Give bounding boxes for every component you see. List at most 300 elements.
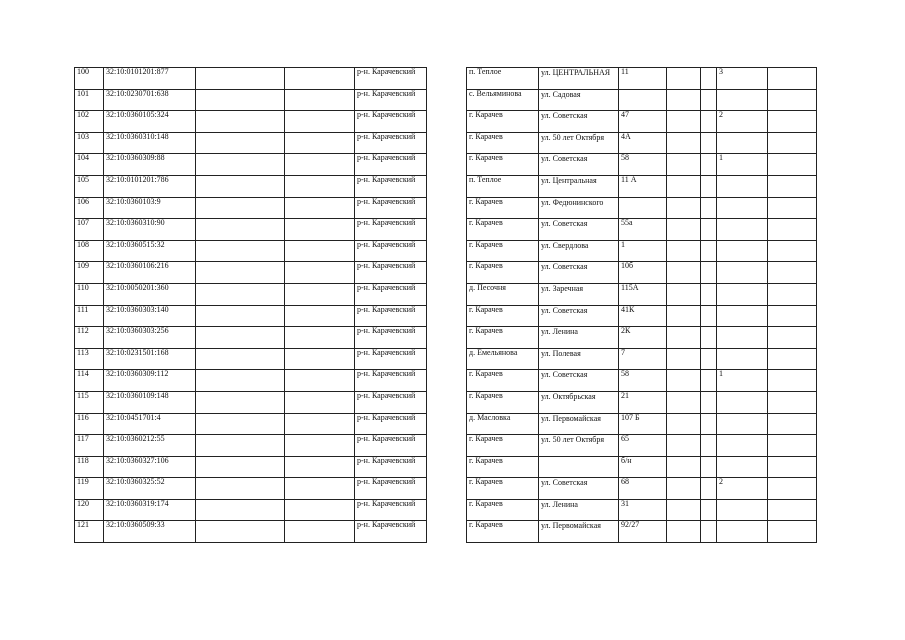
district-cell: р-н. Карачевский [355, 348, 427, 370]
count-cell [717, 219, 768, 241]
gap-cell [427, 521, 467, 543]
gap-cell [427, 197, 467, 219]
count-cell: 2 [717, 478, 768, 500]
cadastral-number: 32:10:0360106:216 [104, 262, 196, 284]
street-cell: ул. Садовая [539, 89, 619, 111]
street-cell: ул. Советская [539, 262, 619, 284]
table-row [75, 478, 817, 500]
district-cell: р-н. Карачевский [355, 197, 427, 219]
row-number: 107 [75, 219, 104, 241]
empty-cell [285, 240, 355, 262]
table-row [75, 391, 817, 413]
empty-cell [768, 456, 817, 478]
house-number-cell: 21 [619, 391, 667, 413]
empty-cell [667, 89, 701, 111]
empty-cell [285, 521, 355, 543]
empty-cell [768, 197, 817, 219]
district-cell: р-н. Карачевский [355, 370, 427, 392]
gap-cell [427, 283, 467, 305]
table-row [75, 521, 817, 543]
cadastral-number: 32:10:0360325:52 [104, 478, 196, 500]
empty-cell [701, 370, 717, 392]
gap-cell [427, 305, 467, 327]
empty-cell [701, 435, 717, 457]
district-cell: р-н. Карачевский [355, 456, 427, 478]
locality-cell: п. Теплое [467, 175, 539, 197]
empty-cell [667, 111, 701, 133]
empty-cell [701, 391, 717, 413]
empty-cell [196, 89, 285, 111]
cadastral-number: 32:10:0360310:148 [104, 132, 196, 154]
locality-cell: г. Карачев [467, 154, 539, 176]
house-number-cell: 92/27 [619, 521, 667, 543]
empty-cell [667, 132, 701, 154]
district-cell: р-н. Карачевский [355, 283, 427, 305]
street-cell: ул. 50 лет Октября [539, 132, 619, 154]
count-cell [717, 456, 768, 478]
empty-cell [285, 499, 355, 521]
empty-cell [196, 435, 285, 457]
gap-cell [427, 327, 467, 349]
row-number: 118 [75, 456, 104, 478]
house-number-cell: 65 [619, 435, 667, 457]
house-number-cell [619, 197, 667, 219]
gap-cell [427, 435, 467, 457]
locality-cell: г. Карачев [467, 219, 539, 241]
locality-cell: г. Карачев [467, 521, 539, 543]
row-number: 108 [75, 240, 104, 262]
gap-cell [427, 240, 467, 262]
street-cell: ул. Федюнинского [539, 197, 619, 219]
empty-cell [667, 499, 701, 521]
empty-cell [701, 132, 717, 154]
cadastral-number: 32:10:0360303:140 [104, 305, 196, 327]
district-cell: р-н. Карачевский [355, 240, 427, 262]
street-cell: ул. 50 лет Октября [539, 435, 619, 457]
empty-cell [667, 197, 701, 219]
street-cell: ул. Полевая [539, 348, 619, 370]
house-number-cell [619, 89, 667, 111]
count-cell [717, 89, 768, 111]
empty-cell [768, 435, 817, 457]
empty-cell [196, 391, 285, 413]
gap-cell [427, 456, 467, 478]
empty-cell [196, 456, 285, 478]
cadastral-number: 32:10:0050201:360 [104, 283, 196, 305]
empty-cell [701, 175, 717, 197]
row-number: 102 [75, 111, 104, 133]
empty-cell [285, 262, 355, 284]
empty-cell [196, 154, 285, 176]
row-number: 105 [75, 175, 104, 197]
empty-cell [768, 391, 817, 413]
count-cell: 3 [717, 68, 768, 90]
house-number-cell: б/н [619, 456, 667, 478]
cadastral-number: 32:10:0360319:174 [104, 499, 196, 521]
district-cell: р-н. Карачевский [355, 262, 427, 284]
empty-cell [285, 478, 355, 500]
street-cell: ул. ЦЕНТРАЛЬНАЯ [539, 68, 619, 90]
empty-cell [196, 68, 285, 90]
district-cell: р-н. Карачевский [355, 499, 427, 521]
gap-cell [427, 478, 467, 500]
empty-cell [285, 219, 355, 241]
table-row [75, 175, 817, 197]
empty-cell [285, 111, 355, 133]
table-row [75, 327, 817, 349]
empty-cell [768, 283, 817, 305]
cadastral-number: 32:10:0360105:324 [104, 111, 196, 133]
empty-cell [285, 370, 355, 392]
empty-cell [701, 499, 717, 521]
gap-cell [427, 348, 467, 370]
empty-cell [667, 154, 701, 176]
empty-cell [285, 175, 355, 197]
empty-cell [285, 89, 355, 111]
empty-cell [667, 478, 701, 500]
empty-cell [196, 499, 285, 521]
empty-cell [285, 391, 355, 413]
locality-cell: д. Песочня [467, 283, 539, 305]
locality-cell: г. Карачев [467, 499, 539, 521]
row-number: 113 [75, 348, 104, 370]
cadastral-number: 32:10:0360327:106 [104, 456, 196, 478]
empty-cell [701, 219, 717, 241]
locality-cell: г. Карачев [467, 327, 539, 349]
empty-cell [701, 478, 717, 500]
row-number: 114 [75, 370, 104, 392]
empty-cell [285, 132, 355, 154]
count-cell: 1 [717, 154, 768, 176]
locality-cell: г. Карачев [467, 391, 539, 413]
cadastral-number: 32:10:0231501:168 [104, 348, 196, 370]
empty-cell [196, 478, 285, 500]
gap-cell [427, 132, 467, 154]
cadastral-number: 32:10:0230701:638 [104, 89, 196, 111]
street-cell: ул. Советская [539, 478, 619, 500]
empty-cell [667, 456, 701, 478]
cadastral-number: 32:10:0360109:148 [104, 391, 196, 413]
district-cell: р-н. Карачевский [355, 111, 427, 133]
empty-cell [285, 327, 355, 349]
street-cell: ул. Советская [539, 305, 619, 327]
street-cell: ул. Первомайская [539, 413, 619, 435]
row-number: 106 [75, 197, 104, 219]
locality-cell: г. Карачев [467, 132, 539, 154]
district-cell: р-н. Карачевский [355, 68, 427, 90]
cadastral-number: 32:10:0360103:9 [104, 197, 196, 219]
row-number: 120 [75, 499, 104, 521]
table-row [75, 68, 817, 90]
gap-cell [427, 175, 467, 197]
empty-cell [285, 456, 355, 478]
row-number: 109 [75, 262, 104, 284]
empty-cell [768, 262, 817, 284]
count-cell [717, 132, 768, 154]
gap-cell [427, 154, 467, 176]
empty-cell [701, 327, 717, 349]
count-cell [717, 327, 768, 349]
empty-cell [768, 370, 817, 392]
house-number-cell: 58 [619, 154, 667, 176]
count-cell [717, 521, 768, 543]
house-number-cell: 41К [619, 305, 667, 327]
table-row [75, 370, 817, 392]
cadastral-number: 32:10:0360310:90 [104, 219, 196, 241]
district-cell: р-н. Карачевский [355, 219, 427, 241]
empty-cell [285, 283, 355, 305]
district-cell: р-н. Карачевский [355, 132, 427, 154]
empty-cell [196, 283, 285, 305]
empty-cell [701, 262, 717, 284]
gap-cell [427, 89, 467, 111]
empty-cell [667, 68, 701, 90]
house-number-cell: 58 [619, 370, 667, 392]
empty-cell [196, 197, 285, 219]
empty-cell [667, 219, 701, 241]
table-row [75, 435, 817, 457]
district-cell: р-н. Карачевский [355, 327, 427, 349]
district-cell: р-н. Карачевский [355, 435, 427, 457]
gap-cell [427, 262, 467, 284]
locality-cell: д. Емельянова [467, 348, 539, 370]
row-number: 101 [75, 89, 104, 111]
street-cell: ул. Советская [539, 219, 619, 241]
empty-cell [701, 154, 717, 176]
gap-cell [427, 111, 467, 133]
empty-cell [768, 89, 817, 111]
empty-cell [667, 521, 701, 543]
gap-cell [427, 391, 467, 413]
empty-cell [285, 154, 355, 176]
cadastral-number: 32:10:0360212:55 [104, 435, 196, 457]
empty-cell [701, 240, 717, 262]
empty-cell [768, 478, 817, 500]
empty-cell [667, 240, 701, 262]
locality-cell: г. Карачев [467, 478, 539, 500]
empty-cell [196, 413, 285, 435]
district-cell: р-н. Карачевский [355, 305, 427, 327]
locality-cell: г. Карачев [467, 262, 539, 284]
row-number: 115 [75, 391, 104, 413]
table-row [75, 197, 817, 219]
empty-cell [196, 305, 285, 327]
empty-cell [196, 219, 285, 241]
house-number-cell: 11 [619, 68, 667, 90]
registry-table [74, 67, 817, 543]
row-number: 121 [75, 521, 104, 543]
empty-cell [768, 521, 817, 543]
empty-cell [667, 370, 701, 392]
table-row [75, 111, 817, 133]
house-number-cell: 4А [619, 132, 667, 154]
empty-cell [667, 413, 701, 435]
count-cell [717, 391, 768, 413]
empty-cell [196, 262, 285, 284]
empty-cell [667, 305, 701, 327]
empty-cell [701, 111, 717, 133]
house-number-cell: 31 [619, 499, 667, 521]
empty-cell [196, 111, 285, 133]
table-row [75, 499, 817, 521]
empty-cell [701, 305, 717, 327]
row-number: 112 [75, 327, 104, 349]
gap-cell [427, 370, 467, 392]
cadastral-number: 32:10:0101201:877 [104, 68, 196, 90]
row-number: 117 [75, 435, 104, 457]
row-number: 103 [75, 132, 104, 154]
table-row [75, 348, 817, 370]
empty-cell [285, 413, 355, 435]
empty-cell [196, 370, 285, 392]
table-row [75, 283, 817, 305]
empty-cell [196, 240, 285, 262]
empty-cell [701, 68, 717, 90]
empty-cell [285, 68, 355, 90]
street-cell: ул. Ленина [539, 327, 619, 349]
count-cell: 1 [717, 370, 768, 392]
empty-cell [285, 348, 355, 370]
house-number-cell: 1 [619, 240, 667, 262]
house-number-cell: 10б [619, 262, 667, 284]
gap-cell [427, 219, 467, 241]
count-cell [717, 197, 768, 219]
empty-cell [285, 305, 355, 327]
empty-cell [768, 348, 817, 370]
street-cell: ул. Заречная [539, 283, 619, 305]
locality-cell: г. Карачев [467, 197, 539, 219]
district-cell: р-н. Карачевский [355, 391, 427, 413]
empty-cell [196, 521, 285, 543]
empty-cell [768, 305, 817, 327]
empty-cell [667, 435, 701, 457]
table-row [75, 305, 817, 327]
street-cell: ул. Свердлова [539, 240, 619, 262]
table-body [75, 68, 817, 543]
cadastral-number: 32:10:0360515:32 [104, 240, 196, 262]
house-number-cell: 115А [619, 283, 667, 305]
locality-cell: п. Теплое [467, 68, 539, 90]
house-number-cell: 7 [619, 348, 667, 370]
count-cell [717, 499, 768, 521]
street-cell: ул. Советская [539, 111, 619, 133]
count-cell [717, 435, 768, 457]
locality-cell: г. Карачев [467, 305, 539, 327]
empty-cell [768, 413, 817, 435]
table-row [75, 132, 817, 154]
count-cell [717, 283, 768, 305]
table-row [75, 89, 817, 111]
locality-cell: г. Карачев [467, 240, 539, 262]
row-number: 111 [75, 305, 104, 327]
table-row [75, 413, 817, 435]
table-row [75, 456, 817, 478]
house-number-cell: 11 А [619, 175, 667, 197]
locality-cell: г. Карачев [467, 111, 539, 133]
count-cell [717, 175, 768, 197]
locality-cell: г. Карачев [467, 435, 539, 457]
row-number: 116 [75, 413, 104, 435]
locality-cell: г. Карачев [467, 456, 539, 478]
cadastral-number: 32:10:0360303:256 [104, 327, 196, 349]
count-cell [717, 413, 768, 435]
empty-cell [285, 435, 355, 457]
empty-cell [768, 132, 817, 154]
locality-cell: г. Карачев [467, 370, 539, 392]
empty-cell [196, 132, 285, 154]
house-number-cell: 107 Б [619, 413, 667, 435]
empty-cell [667, 283, 701, 305]
district-cell: р-н. Карачевский [355, 175, 427, 197]
empty-cell [701, 197, 717, 219]
count-cell [717, 240, 768, 262]
empty-cell [701, 456, 717, 478]
street-cell: ул. Центральная [539, 175, 619, 197]
empty-cell [196, 348, 285, 370]
district-cell: р-н. Карачевский [355, 154, 427, 176]
street-cell: ул. Первомайская [539, 521, 619, 543]
table-row [75, 219, 817, 241]
empty-cell [701, 413, 717, 435]
empty-cell [768, 219, 817, 241]
count-cell [717, 262, 768, 284]
row-number: 104 [75, 154, 104, 176]
gap-cell [427, 499, 467, 521]
street-cell: ул. Ленина [539, 499, 619, 521]
empty-cell [768, 327, 817, 349]
table-row [75, 262, 817, 284]
house-number-cell: 68 [619, 478, 667, 500]
empty-cell [768, 240, 817, 262]
street-cell: ул. Октябрьская [539, 391, 619, 413]
house-number-cell: 2К [619, 327, 667, 349]
cadastral-number: 32:10:0360509:33 [104, 521, 196, 543]
house-number-cell: 55а [619, 219, 667, 241]
house-number-cell: 47 [619, 111, 667, 133]
table-row [75, 154, 817, 176]
locality-cell: с. Вельяминова [467, 89, 539, 111]
empty-cell [701, 89, 717, 111]
cadastral-number: 32:10:0451701:4 [104, 413, 196, 435]
cadastral-number: 32:10:0360309:88 [104, 154, 196, 176]
table-row [75, 240, 817, 262]
district-cell: р-н. Карачевский [355, 478, 427, 500]
gap-cell [427, 413, 467, 435]
street-cell: ул. Советская [539, 154, 619, 176]
district-cell: р-н. Карачевский [355, 413, 427, 435]
empty-cell [667, 348, 701, 370]
empty-cell [768, 499, 817, 521]
row-number: 100 [75, 68, 104, 90]
empty-cell [701, 283, 717, 305]
row-number: 110 [75, 283, 104, 305]
empty-cell [667, 175, 701, 197]
street-cell: ул. Советская [539, 370, 619, 392]
empty-cell [285, 197, 355, 219]
count-cell: 2 [717, 111, 768, 133]
empty-cell [768, 111, 817, 133]
district-cell: р-н. Карачевский [355, 521, 427, 543]
empty-cell [667, 262, 701, 284]
district-cell: р-н. Карачевский [355, 89, 427, 111]
locality-cell: д. Масловка [467, 413, 539, 435]
cadastral-number: 32:10:0360309:112 [104, 370, 196, 392]
empty-cell [667, 391, 701, 413]
empty-cell [768, 175, 817, 197]
count-cell [717, 348, 768, 370]
row-number: 119 [75, 478, 104, 500]
street-cell [539, 456, 619, 478]
